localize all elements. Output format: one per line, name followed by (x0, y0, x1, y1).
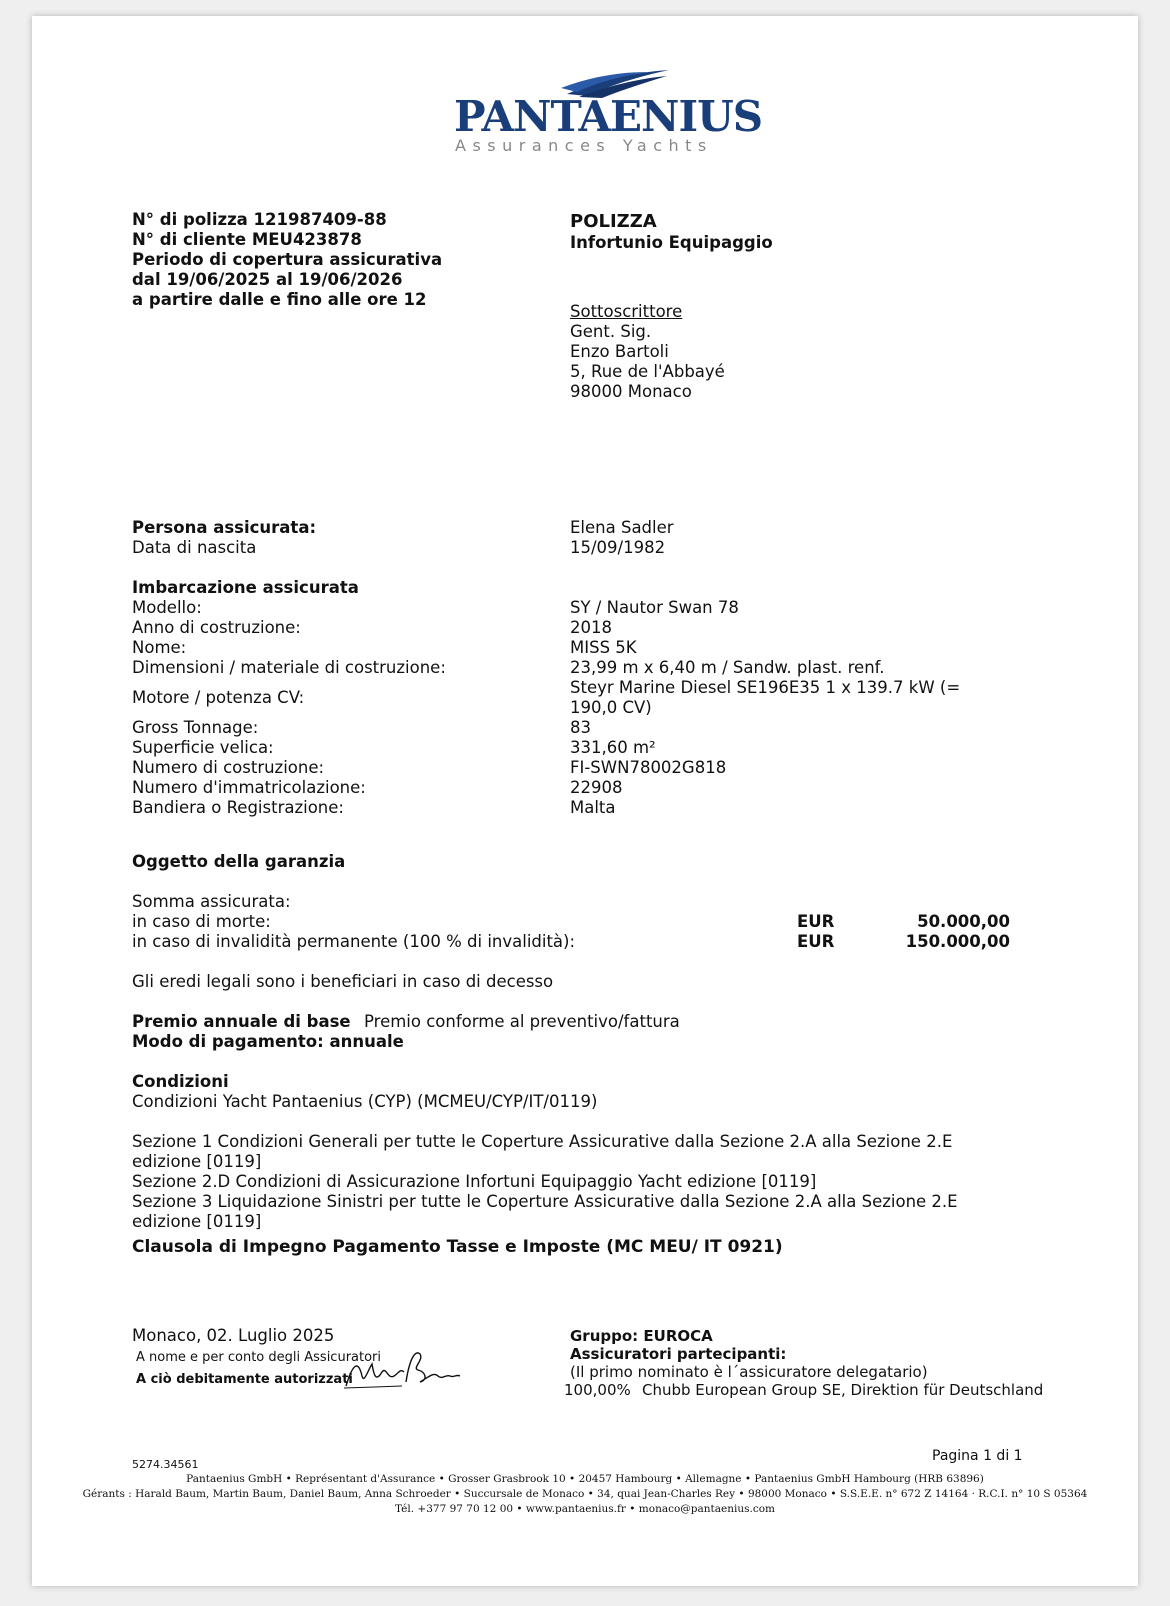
coverage-period-title: Periodo di copertura assicurativa (132, 250, 443, 269)
tax-clause: Clausola di Impegno Pagamento Tasse e Imposte (MC MEU/ IT 0921) (132, 1237, 783, 1257)
conditions-heading: Condizioni (132, 1072, 229, 1091)
invalidity-currency: EUR (797, 932, 835, 951)
vessel-engine-label: Motore / potenza CV: (132, 688, 305, 707)
vessel-flag-label: Bandiera o Registrazione: (132, 798, 344, 817)
conditions-line: edizione [0119] (132, 1212, 262, 1231)
conditions-main: Condizioni Yacht Pantaenius (CYP) (MCMEU/CYP/IT/0119) (132, 1092, 598, 1111)
vessel-model-label: Modello: (132, 598, 202, 617)
premium-label: Premio annuale di base (132, 1012, 351, 1031)
invalidity-amount: 150.000,00 (905, 932, 1010, 951)
policy-subtitle: Infortunio Equipaggio (570, 233, 773, 252)
vessel-sail-area-label: Superficie velica: (132, 738, 274, 757)
footer-line: Gérants : Harald Baum, Martin Baum, Daniel Baum, Anna Schroeder • Succursale de Monaco • 34, quai Jean-Charles Rey • 98000 Monaco • S.S.E.E. n° 672 Z 14164 · R.C.I. n° 10 S 05364 (82, 1488, 1088, 1500)
death-amount: 50.000,00 (917, 912, 1010, 931)
death-currency: EUR (797, 912, 835, 931)
conditions-line: Sezione 2.D Condizioni di Assicurazione Infortuni Equipaggio Yacht edizione [0119] (132, 1172, 817, 1191)
client-number: N° di cliente MEU423878 (132, 230, 362, 249)
payment-mode: Modo di pagamento: annuale (132, 1032, 404, 1051)
vessel-flag-value: Malta (570, 798, 616, 817)
vessel-registration-label: Numero d'immatricolazione: (132, 778, 366, 797)
subscriber-heading: Sottoscrittore (570, 302, 683, 321)
invalidity-label: in caso di invalidità permanente (100 % di invalidità): (132, 932, 576, 951)
vessel-name-label: Nome: (132, 638, 187, 657)
vessel-registration-value: 22908 (570, 778, 623, 797)
insurer-note: (Il primo nominato è l´assicuratore delegatario) (570, 1363, 928, 1381)
footer-line: Tél. +377 97 70 12 00 • www.pantaenius.fr • monaco@pantaenius.com (394, 1503, 776, 1515)
page-number: Pagina 1 di 1 (932, 1448, 1023, 1464)
premium-value: Premio conforme al preventivo/fattura (364, 1012, 680, 1031)
vessel-heading: Imbarcazione assicurata (132, 578, 359, 597)
insured-person-label: Persona assicurata: (132, 518, 317, 537)
policy-title: POLIZZA (570, 211, 657, 232)
vessel-model-value: SY / Nautor Swan 78 (570, 598, 739, 617)
vessel-build-number-label: Numero di costruzione: (132, 758, 325, 777)
footer-line: Pantaenius GmbH • Représentant d'Assurance • Grosser Grasbrook 10 • 20457 Hambourg • Allemagne • Pantaenius GmbH Hambourg (HRB 63896) (186, 1473, 984, 1485)
subscriber-street: 5, Rue de l'Abbayé (570, 362, 725, 381)
vessel-engine-value: Steyr Marine Diesel SE196E35 1 x 139.7 kW (= (570, 678, 961, 697)
coverage-heading: Oggetto della garanzia (132, 852, 346, 871)
vessel-dimensions-value: 23,99 m x 6,40 m / Sandw. plast. renf. (570, 658, 885, 677)
insurer-group: Gruppo: EUROCA (570, 1327, 713, 1345)
subscriber-salutation: Gent. Sig. (570, 322, 652, 341)
subscriber-name: Enzo Bartoli (570, 342, 669, 361)
beneficiaries-text: Gli eredi legali sono i beneficiari in caso di decesso (132, 972, 554, 991)
vessel-name-value: MISS 5K (570, 638, 637, 657)
signature-image (342, 1346, 462, 1394)
dob-label: Data di nascita (132, 538, 257, 557)
authorized-text: A ciò debitamente autorizzati (136, 1372, 353, 1387)
vessel-tonnage-value: 83 (570, 718, 591, 737)
vessel-build-number-value: FI-SWN78002G818 (570, 758, 727, 777)
vessel-dimensions-label: Dimensioni / materiale di costruzione: (132, 658, 446, 677)
sum-insured-label: Somma assicurata: (132, 892, 291, 911)
insured-person-value: Elena Sadler (570, 518, 674, 537)
brand-subtitle: Assurances Yachts (455, 136, 713, 155)
place-date: Monaco, 02. Luglio 2025 (132, 1326, 335, 1345)
vessel-sail-area-value: 331,60 m² (570, 738, 656, 757)
coverage-period-dates: dal 19/06/2025 al 19/06/2026 (132, 270, 403, 289)
insurer-company: Chubb European Group SE, Direktion für Deutschland (642, 1381, 1044, 1399)
coverage-period-hours: a partire dalle e fino alle ore 12 (132, 290, 427, 309)
conditions-line: Sezione 1 Condizioni Generali per tutte le Coperture Assicurative dalla Sezione 2.A alla Sezione 2.E (132, 1132, 953, 1151)
vessel-tonnage-label: Gross Tonnage: (132, 718, 259, 737)
insurer-share: 100,00% (564, 1381, 631, 1399)
policy-number: N° di polizza 121987409-88 (132, 210, 387, 229)
conditions-line: edizione [0119] (132, 1152, 262, 1171)
reference-number: 5274.34561 (132, 1458, 199, 1471)
document-page (32, 16, 1138, 1586)
insurer-participants: Assicuratori partecipanti: (570, 1345, 787, 1363)
on-behalf-text: A nome e per conto degli Assicuratori (136, 1350, 382, 1365)
death-label: in caso di morte: (132, 912, 271, 931)
conditions-line: Sezione 3 Liquidazione Sinistri per tutte le Coperture Assicurative dalla Sezione 2.A alla Sezione 2.E (132, 1192, 958, 1211)
vessel-year-value: 2018 (570, 618, 612, 637)
subscriber-city: 98000 Monaco (570, 382, 692, 401)
vessel-engine-value-cont: 190,0 CV) (570, 698, 652, 717)
vessel-year-label: Anno di costruzione: (132, 618, 301, 637)
dob-value: 15/09/1982 (570, 538, 666, 557)
brand-name: PANTAENIUS (454, 92, 763, 141)
